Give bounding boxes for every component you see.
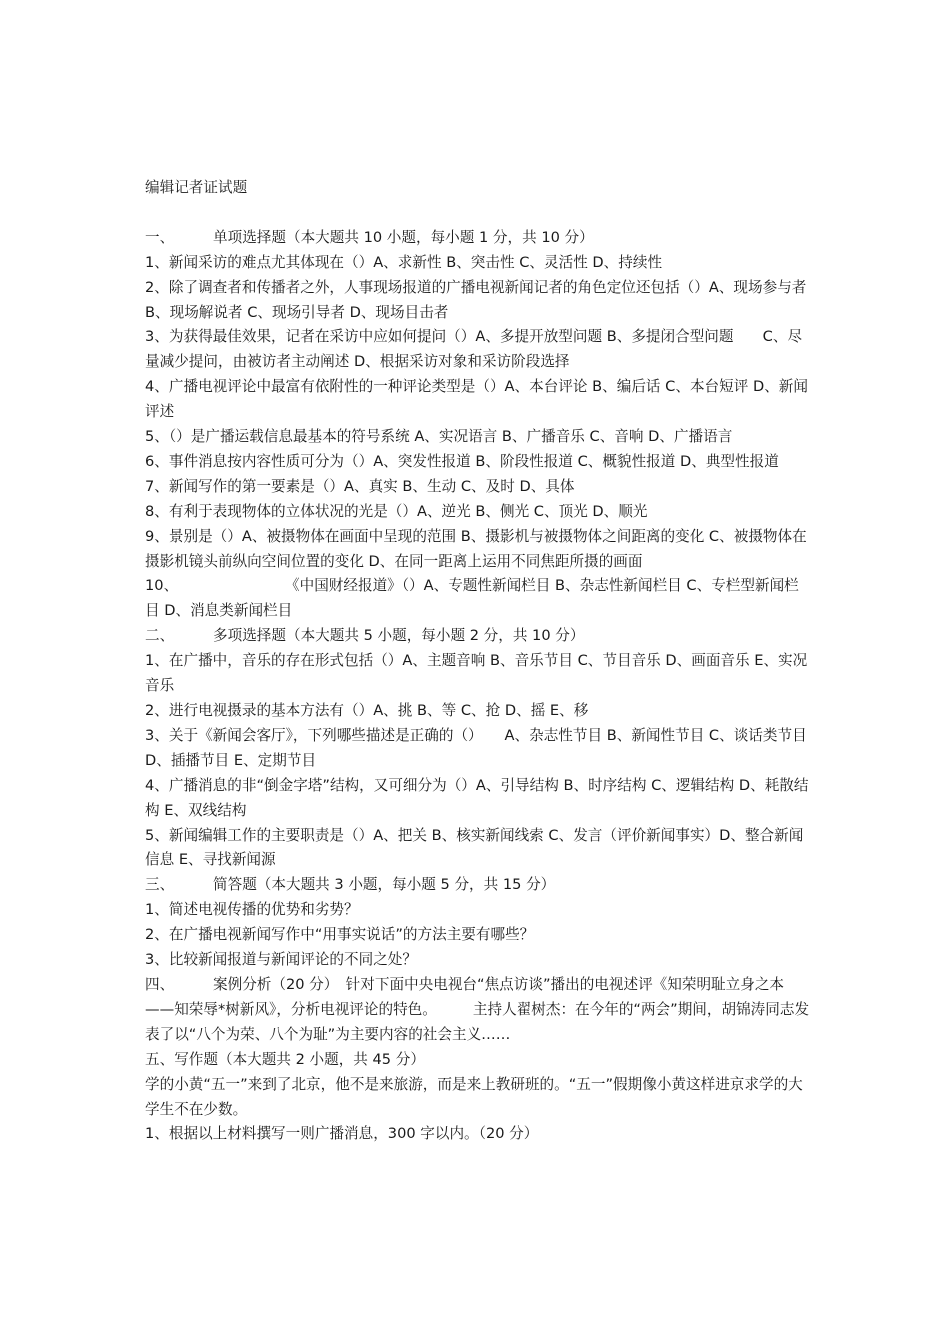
section-1-heading [145,226,811,251]
s1-question-2: 2、除了调查者和传播者之外，人事现场报道的广播电视新闻记者的角色定位还包括（）A、现场参与者 B、现场解说者 C、现场引导者 D、现场目击者 [145,278,807,321]
s1-question-4: 4、广播电视评论中最富有依附性的一种评论类型是（）A、本台评论 B、编后话 C、本台短评 D、新闻评述 [145,378,808,421]
s1-question-10 [145,574,811,624]
section-4-case [145,973,811,1048]
section-2-heading [145,624,811,649]
section-3-title: 简答题（本大题共 3 小题，每小题 5 分，共 15 分） [213,876,556,894]
s5-question-1: 1、根据以上材料撰写一则广播消息，300 字以内。（20 分） [145,1125,539,1143]
s2-question-5: 5、新闻编辑工作的主要职责是（）A、把关 B、核实新闻线索 C、发言（评价新闻事实）D、整合新闻信息 E、寻找新闻源 [145,826,804,869]
section-4-number: 四、 [145,975,175,993]
section-1-title: 单项选择题（本大题共 10 小题，每小题 1 分，共 10 分） [213,228,594,246]
section-2-title: 多项选择题（本大题共 5 小题，每小题 2 分，共 10 分） [213,627,585,645]
document-title: 编辑记者证试题 [145,179,248,196]
section-1-number: 一、 [145,228,175,246]
s2-question-2: 2、进行电视摄录的基本方法有（）A、挑 B、等 C、抢 D、摇 E、移 [145,702,589,720]
section-5-material: 学的小黄“五一”来到了北京，他不是来旅游，而是来上教研班的。“五一”假期像小黄这样进京求学的大学生不在少数。 [145,1075,803,1118]
s1-question-10-text: 《中国财经报道》（）A、专题性新闻栏目 B、杂志性新闻栏目 C、专栏型新闻栏目 D、消息类新闻栏目 [145,577,799,620]
section-4-text-a: 案例分析（20 分） 针对下面中央电视台“焦点访谈”播出的电视述评《知荣明耻立身之本——知荣辱*树新风》，分析电视评论的特色。 [145,975,785,1018]
section-5-heading: 五、写作题（本大题共 2 小题，共 45 分） [145,1050,425,1068]
s1-question-6: 6、事件消息按内容性质可分为（）A、突发性报道 B、阶段性报道 C、概貌性报道 D、典型性报道 [145,452,779,470]
document-body [145,176,811,1147]
section-3-number: 三、 [145,876,175,894]
s1-question-9: 9、景别是（）A、被摄物体在画面中呈现的范围 B、摄影机与被摄物体之间距离的变化 C、被摄物体在摄影机镜头前纵向空间位置的变化 D、在同一距离上运用不同焦距所摄的画面 [145,527,807,570]
s3-question-2: 2、在广播电视新闻写作中“用事实说话”的方法主要有哪些？ [145,926,535,944]
s1-question-1: 1、新闻采访的难点尤其体现在（）A、求新性 B、突击性 C、灵活性 D、持续性 [145,253,663,271]
s1-question-8: 8、有利于表现物体的立体状况的光是（）A、逆光 B、侧光 C、顶光 D、顺光 [145,502,648,520]
s3-question-3: 3、比较新闻报道与新闻评论的不同之处？ [145,951,417,969]
s1-question-5: 5、（）是广播运载信息最基本的符号系统 A、实况语言 B、广播音乐 C、音响 D、广播语言 [145,428,733,446]
section-3-heading [145,873,811,898]
s2-question-4: 4、广播消息的非“倒金字塔”结构，又可细分为（）A、引导结构 B、时序结构 C、逻辑结构 D、耗散结构 E、双线结构 [145,776,809,819]
s1-question-7: 7、新闻写作的第一要素是（）A、真实 B、生动 C、及时 D、具体 [145,477,575,495]
s2-question-1: 1、在广播中，音乐的存在形式包括（）A、主题音响 B、音乐节目 C、节目音乐 D、画面音乐 E、实况音乐 [145,652,808,695]
s2-question-3: 3、关于《新闻会客厅》，下列哪些描述是正确的（） A、杂志性节目 B、新闻性节目 C、谈话类节目 D、插播节目 E、定期节目 [145,726,807,769]
s3-question-1: 1、简述电视传播的优势和劣势？ [145,901,359,919]
s1-question-3: 3、为获得最佳效果，记者在采访中应如何提问（）A、多提开放型问题 B、多提闭合型问题 C、尽量减少提问，由被访者主动阐述 D、根据采访对象和采访阶段选择 [145,328,803,371]
section-4-text-b: 主持人翟树杰：在今年的“两会”期间，胡锦涛同志发表了以“八个为荣、八个为耻”为主要内容的社会主义…… [145,1000,810,1043]
section-2-number: 二、 [145,627,175,645]
s1-question-10-number: 10、 [145,577,179,595]
